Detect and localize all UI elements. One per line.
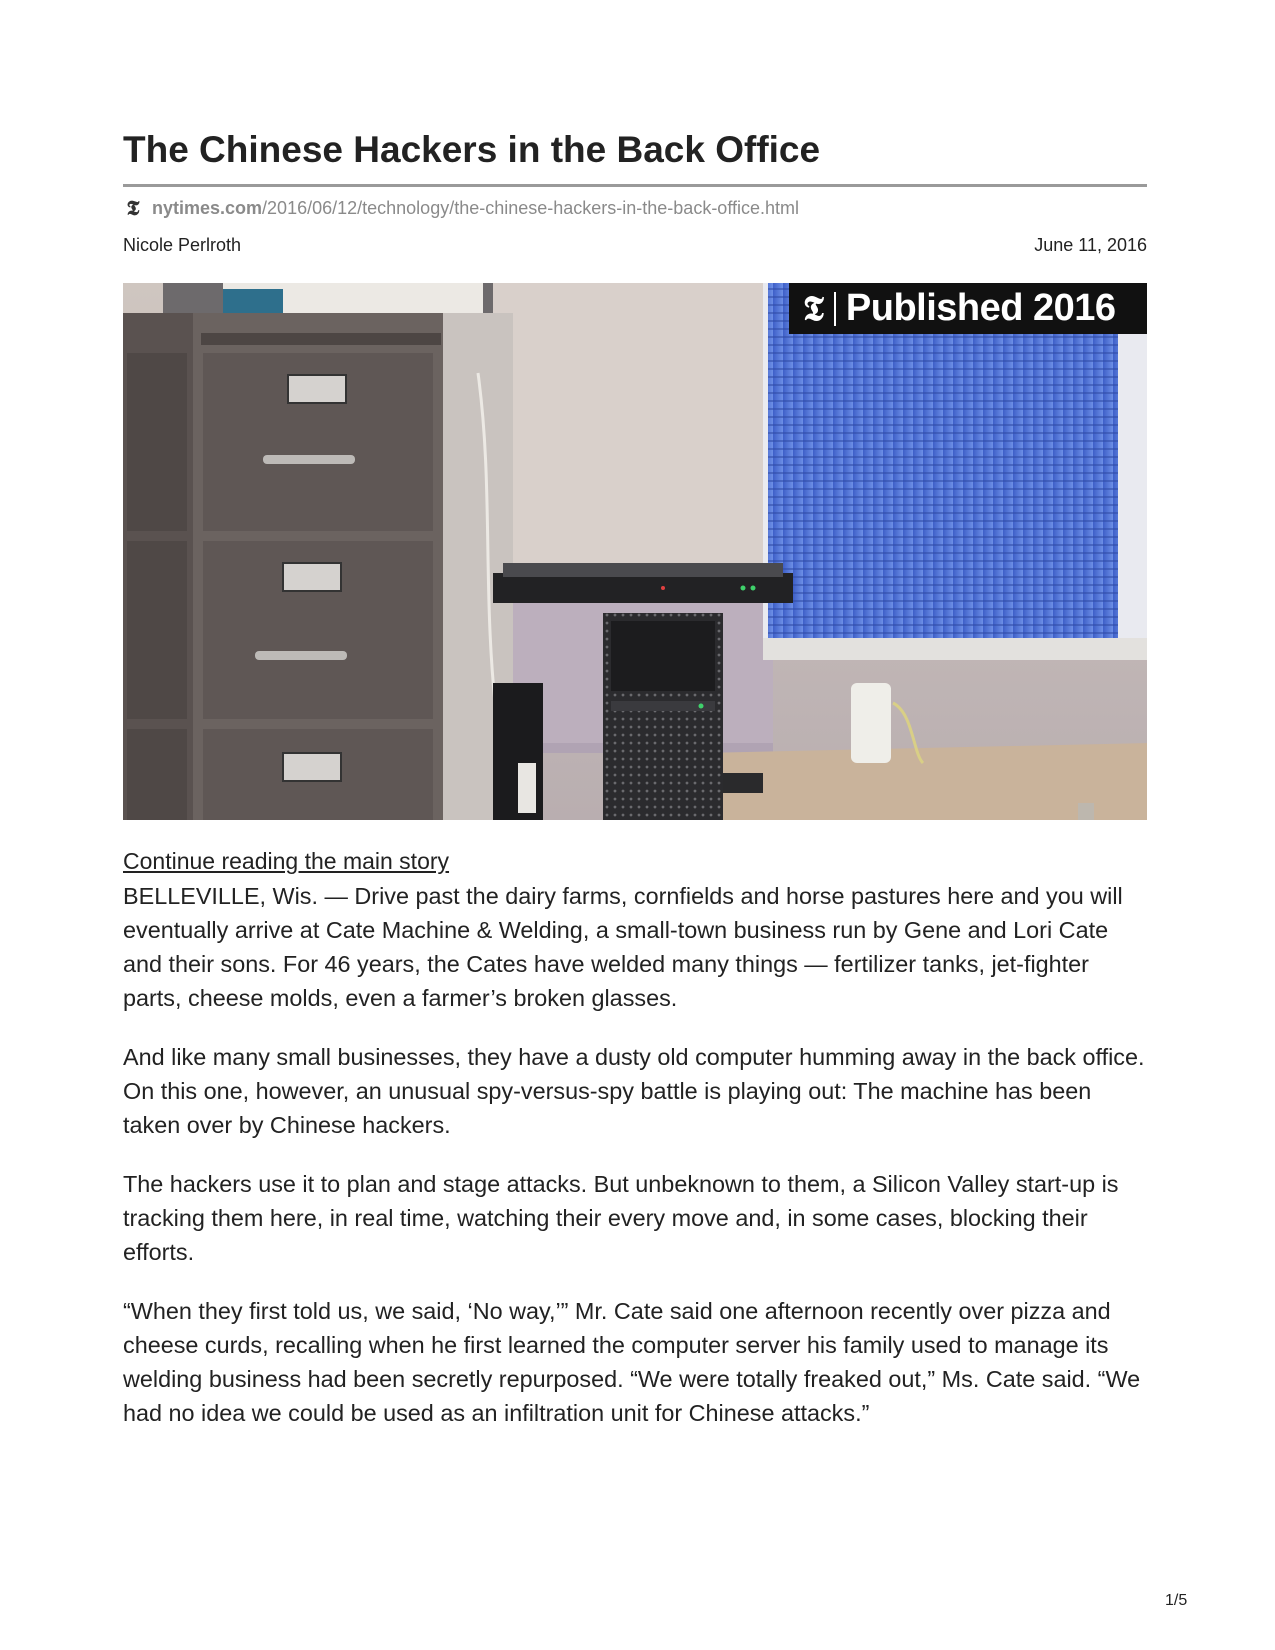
office-photo: [123, 283, 1147, 820]
hero-image: [123, 283, 1147, 820]
paragraph: And like many small businesses, they have a dusty old computer humming away in the back office. On this one, however, an unusual spy-versus-spy battle is playing out: The machine has been taken over by Chinese hackers.: [123, 1044, 1145, 1138]
badge-divider: [834, 292, 836, 326]
page-number: 1/5: [1165, 1592, 1188, 1609]
paragraph: The hackers use it to plan and stage attacks. But unbeknown to them, a Silicon Valley start-up is tracking them here, in real time, watching their every move and, in some cases, blocking their efforts.: [123, 1171, 1119, 1265]
nyt-logo-icon: 𝕿: [126, 195, 140, 220]
source-domain[interactable]: nytimes.com: [152, 197, 263, 218]
publish-date: June 11, 2016: [1034, 235, 1147, 255]
author-byline: Nicole Perlroth: [123, 235, 242, 255]
paragraph: “When they first told us, we said, ‘No way,’” Mr. Cate said one afternoon recently over pizza and cheese curds, recalling when he first learned the computer server his family used to manage its welding business had been secretly repurposed. “We were totally freaked out,” Ms. Cate said. “We had no idea we could be used as an infiltration unit for Chinese attacks.”: [123, 1298, 1141, 1426]
article-title: The Chinese Hackers in the Back Office: [123, 129, 821, 170]
published-badge: [789, 283, 1147, 334]
source-path[interactable]: /2016/06/12/technology/the-chinese-hackers-in-the-back-office.html: [262, 197, 800, 218]
paragraph: BELLEVILLE, Wis. — Drive past the dairy farms, cornfields and horse pastures here and you will eventually arrive at Cate Machine & Welding, a small-town business run by Gene and Lori Cate and their sons. For 46 years, the Cates have welded many things — fertilizer tanks, jet-fighter parts, cheese molds, even a farmer’s broken glasses.: [123, 883, 1123, 1011]
continue-reading-link[interactable]: Continue reading the main story: [123, 848, 450, 874]
source-url[interactable]: [123, 195, 799, 221]
article-body: [123, 879, 1147, 1455]
badge-text: Published 2016: [845, 287, 1116, 329]
nyt-badge-logo-icon: 𝕿: [803, 288, 824, 329]
title-divider: [123, 184, 1147, 187]
